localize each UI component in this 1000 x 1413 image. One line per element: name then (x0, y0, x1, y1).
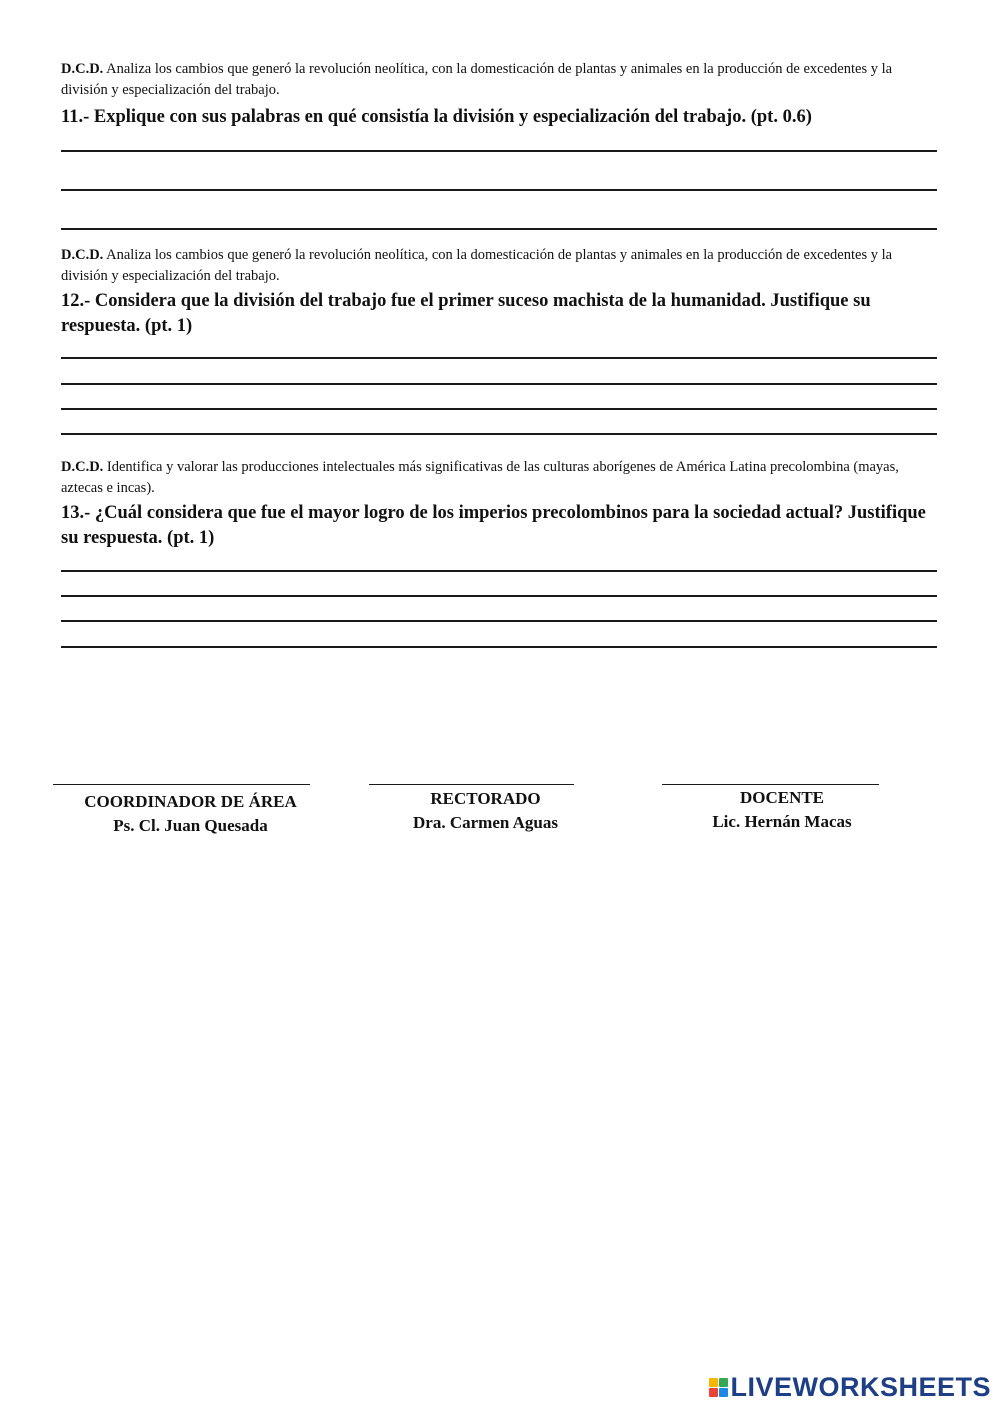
answer-line[interactable] (61, 570, 937, 572)
question-12-block (61, 245, 937, 339)
signature-docente (662, 786, 902, 834)
answer-line[interactable] (61, 228, 937, 230)
answer-line[interactable] (61, 408, 937, 410)
dcd-statement (61, 457, 937, 499)
signature-role: COORDINADOR DE ÁREA (84, 792, 297, 811)
liveworksheets-logo-text: LIVEWORKSHEETS (730, 1372, 991, 1402)
signature-person: Dra. Carmen Aguas (413, 813, 558, 832)
question-13-block (61, 457, 937, 551)
question-text: 13.- ¿Cuál considera que fue el mayor logro de los imperios precolombinos para la sociedad actual? Justifique su respuesta. (pt. 1) (61, 503, 926, 548)
logo-square (709, 1378, 718, 1387)
dcd-text: Identifica y valorar las producciones intelectuales más significativas de las culturas aborígenes de América Latina precolombina (mayas, aztecas e incas). (61, 459, 899, 496)
logo-square (719, 1388, 728, 1397)
answer-line[interactable] (61, 595, 937, 597)
answer-line[interactable] (61, 150, 937, 152)
answer-line[interactable] (61, 620, 937, 622)
signature-role: DOCENTE (739, 788, 825, 807)
answer-line[interactable] (61, 433, 937, 435)
answer-line[interactable] (61, 357, 937, 359)
signature-line (53, 784, 310, 785)
dcd-label: D.C.D. (61, 459, 104, 475)
dcd-text: Analiza los cambios que generó la revolución neolítica, con la domesticación de plantas y animales en la producción de excedentes y la división y especialización del trabajo. (61, 61, 893, 98)
liveworksheets-logo (709, 1372, 991, 1403)
answer-line[interactable] (61, 189, 937, 191)
dcd-text: Analiza los cambios que generó la revolución neolítica, con la domesticación de plantas y animales en la producción de excedentes y la división y especialización del trabajo. (61, 247, 893, 284)
question-11-block (61, 59, 937, 130)
signature-role: RECTORADO (430, 789, 541, 808)
dcd-statement (61, 59, 937, 101)
question-text: 11.- Explique con sus palabras en qué consistía la división y especialización del trabajo. (pt. 0.6) (61, 107, 812, 127)
dcd-statement (61, 245, 937, 287)
answer-line[interactable] (61, 646, 937, 648)
question-text: 12.- Considera que la división del trabajo fue el primer suceso machista de la humanidad. Justifique su respuesta. (pt. 1) (61, 291, 871, 336)
signature-coordinator (53, 790, 328, 838)
signature-line (369, 784, 574, 785)
signature-rectorado (369, 787, 602, 835)
signature-person: Lic. Hernán Macas (712, 812, 852, 831)
logo-square (709, 1388, 718, 1397)
liveworksheets-logo-icon (709, 1378, 728, 1397)
dcd-label: D.C.D. (61, 247, 104, 263)
signature-person: Ps. Cl. Juan Quesada (113, 816, 268, 835)
signature-line (662, 784, 879, 785)
logo-square (719, 1378, 728, 1387)
answer-line[interactable] (61, 383, 937, 385)
dcd-label: D.C.D. (61, 61, 104, 77)
